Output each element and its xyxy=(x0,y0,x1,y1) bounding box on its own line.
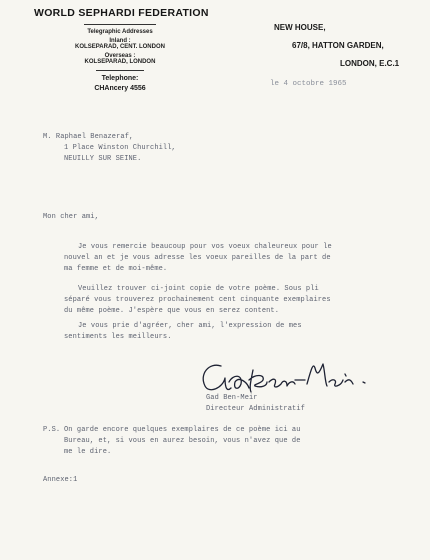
postscript-line: On garde encore quelques exemplaires de ce poème ici au xyxy=(64,426,301,434)
overseas-label: Overseas : xyxy=(104,53,136,59)
recipient-line: M. Raphael Benazeraf, xyxy=(43,133,134,141)
postscript-label: P.S. xyxy=(43,426,61,434)
handwritten-signature xyxy=(195,352,395,398)
signatory-title: Directeur Administratif xyxy=(206,405,305,413)
postscript-line: Bureau, et, si vous en aurez besoin, vous n'avez que de xyxy=(64,437,301,445)
annexe-note: Annexe:1 xyxy=(43,476,78,484)
recipient-line: 1 Place Winston Churchill, xyxy=(64,144,176,152)
letter-date: le 4 octobre 1965 xyxy=(270,80,347,88)
address-line: 67/8, HATTON GARDEN, xyxy=(292,41,384,50)
salutation: Mon cher ami, xyxy=(43,213,99,221)
body-line: ma femme et de moi-même. xyxy=(64,265,168,273)
telephone-number: CHAncery 4556 xyxy=(94,85,146,92)
body-line: Veuillez trouver ci-joint copie de votre poème. Sous pli xyxy=(78,285,319,293)
recipient-line: NEUILLY SUR SEINE. xyxy=(64,155,142,163)
address-line: LONDON, E.C.1 xyxy=(340,59,400,68)
body-line: séparé vous trouverez prochainement cent cinquante exemplaires xyxy=(64,296,331,304)
organization-name: WORLD SEPHARDI FEDERATION xyxy=(34,7,209,19)
letterhead-divider xyxy=(84,24,156,25)
body-line: du même poème. J'espère que vous en serez content. xyxy=(64,307,280,315)
body-line: Je vous prie d'agréer, cher ami, l'expression de mes xyxy=(78,322,302,330)
body-line: nouvel an et je vous adresse les voeux pareilles de la part de xyxy=(64,254,331,262)
telegraphic-label: Telegraphic Addresses xyxy=(87,29,153,35)
overseas-address: KOLSEPARAD, LONDON xyxy=(84,59,156,65)
inland-address: KOLSEPARAD, CENT. LONDON xyxy=(75,44,165,50)
body-line: Je vous remercie beaucoup pour vos voeux chaleureux pour le xyxy=(78,243,332,251)
postscript-line: me le dire. xyxy=(64,448,112,456)
body-line: sentiments les meilleurs. xyxy=(64,333,172,341)
signatory-name: Gad Ben-Meir xyxy=(206,394,258,402)
letterhead-divider-2 xyxy=(96,70,144,71)
address-line: NEW HOUSE, xyxy=(274,23,326,32)
telephone-label: Telephone: xyxy=(101,75,139,82)
inland-label: Inland : xyxy=(109,38,131,44)
